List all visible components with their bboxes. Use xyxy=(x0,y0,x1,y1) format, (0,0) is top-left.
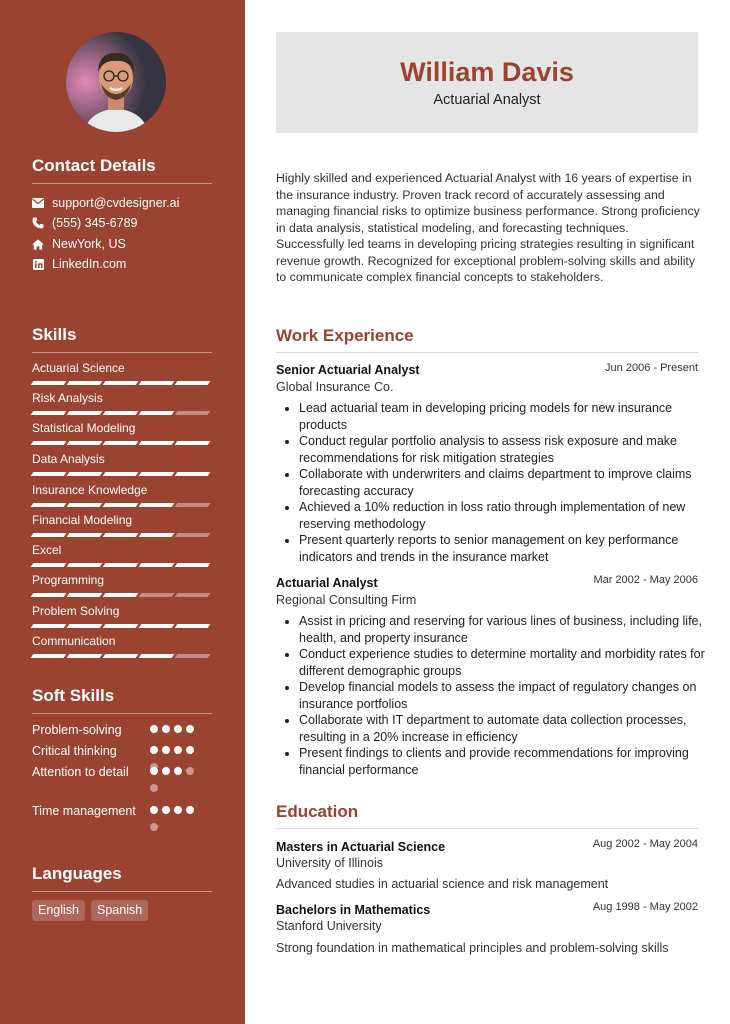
rating-dot xyxy=(150,725,158,733)
edu-2-degree: Bachelors in Mathematics xyxy=(276,903,431,917)
work-experience-heading: Work Experience xyxy=(276,326,698,353)
contact-heading: Contact Details xyxy=(32,156,212,184)
rating-dot xyxy=(162,746,170,754)
skill-item xyxy=(32,420,212,445)
linkedin-icon xyxy=(32,258,44,270)
list-item: • Conduct experience studies to determine mortality and morbidity rates for different demographic groups xyxy=(299,646,719,679)
contact-linkedin[interactable] xyxy=(32,255,126,273)
skill-level-bar xyxy=(32,654,212,658)
skill-level-segment xyxy=(103,472,139,476)
edu-1-dates: Aug 2002 - May 2004 xyxy=(592,838,698,850)
skill-name: Problem Solving xyxy=(32,604,120,618)
skill-level-segment xyxy=(67,441,103,445)
skill-level-segment xyxy=(67,533,103,537)
rating-dot xyxy=(186,746,194,754)
skill-name: Actuarial Science xyxy=(32,361,125,375)
languages-heading: Languages xyxy=(32,864,212,892)
skills-heading: Skills xyxy=(32,325,212,353)
skill-item xyxy=(32,633,212,658)
skill-name: Programming xyxy=(32,573,105,587)
rating-dot xyxy=(174,725,182,733)
skill-level-bar xyxy=(32,411,212,415)
contact-location-text: NewYork, US xyxy=(52,237,126,251)
rating-dot xyxy=(150,784,158,792)
skill-item xyxy=(32,482,212,507)
skill-level-segment xyxy=(103,411,139,415)
job-title-header: Actuarial Analyst xyxy=(433,92,541,108)
rating-dot xyxy=(150,823,158,831)
skill-level-segment xyxy=(31,624,67,628)
skill-level-segment xyxy=(175,503,211,507)
skill-item xyxy=(32,512,212,537)
skill-item xyxy=(32,451,212,476)
rating-dot xyxy=(150,806,158,814)
list-item: • Present findings to clients and provide recommendations for improving financial performance xyxy=(299,745,719,778)
edu-1-school: University of Illinois xyxy=(276,856,383,870)
list-item: • Lead actuarial team in developing pricing models for new insurance products xyxy=(299,400,719,433)
skill-level-segment xyxy=(139,654,175,658)
skill-level-segment xyxy=(67,654,103,658)
skill-level-segment xyxy=(175,654,211,658)
skill-level-segment xyxy=(175,533,211,537)
soft-skill-label: Time management xyxy=(32,804,136,818)
rating-dot xyxy=(162,725,170,733)
skill-level-segment xyxy=(103,381,139,385)
skill-level-bar xyxy=(32,624,212,628)
list-item: • Develop financial models to assess the impact of regulatory changes on insurance portfolios xyxy=(299,679,719,712)
contact-location xyxy=(32,235,126,253)
skill-level-segment xyxy=(31,593,67,597)
skill-level-bar xyxy=(32,533,212,537)
skill-item xyxy=(32,360,212,385)
profile-summary: Highly skilled and experienced Actuarial Analyst with 16 years of expertise in the insurance industry. Proven track record of accurately assessing and managing financial risks to optimize business performance. Strong proficiency in data analysis, statistical modeling, and forecasting techniques. Successfully led teams in developing pricing strategies resulting in significant revenue growth. Recognized for exceptional problem-solving skills and ability to communicate complex financial concepts to stakeholders. xyxy=(276,171,700,284)
skill-level-segment xyxy=(175,563,211,567)
job-1-bullets xyxy=(281,400,719,565)
skill-level-segment xyxy=(139,411,175,415)
skill-level-bar xyxy=(32,503,212,507)
skill-level-bar xyxy=(32,593,212,597)
soft-skill-label: Attention to detail xyxy=(32,765,129,779)
rating-dot xyxy=(186,725,194,733)
job-2-dates: Mar 2002 - May 2006 xyxy=(593,574,698,586)
skill-item xyxy=(32,390,212,415)
skill-level-segment xyxy=(31,533,67,537)
skill-item xyxy=(32,542,212,567)
rating-dot xyxy=(150,767,158,775)
skill-name: Financial Modeling xyxy=(32,513,133,527)
soft-skill-item xyxy=(32,764,212,781)
skill-level-segment xyxy=(139,593,175,597)
skill-level-segment xyxy=(139,381,175,385)
rating-dot xyxy=(186,767,194,775)
rating-dot xyxy=(162,767,170,775)
skill-level-segment xyxy=(31,441,67,445)
list-item: • Conduct regular portfolio analysis to assess risk exposure and make recommendations for risk mitigation strategies xyxy=(299,433,719,466)
contact-phone-text: (555) 345-6789 xyxy=(52,216,138,230)
edu-1-degree: Masters in Actuarial Science xyxy=(276,840,446,854)
skill-level-segment xyxy=(175,593,211,597)
skill-level-segment xyxy=(31,381,67,385)
job-1-title: Senior Actuarial Analyst xyxy=(276,363,420,377)
soft-skill-label: Critical thinking xyxy=(32,744,117,758)
skill-level-segment xyxy=(103,503,139,507)
list-item: • Collaborate with IT department to automate data collection processes, resulting in a 20% increase in efficiency xyxy=(299,712,719,745)
phone-icon xyxy=(32,217,44,229)
job-1-company: Global Insurance Co. xyxy=(276,380,394,394)
skill-level-bar xyxy=(32,441,212,445)
skill-level-segment xyxy=(175,441,211,445)
avatar xyxy=(66,32,166,132)
skill-level-segment xyxy=(139,563,175,567)
skill-name: Statistical Modeling xyxy=(32,421,136,435)
skill-level-segment xyxy=(67,381,103,385)
skill-item xyxy=(32,572,212,597)
name-header xyxy=(276,32,698,133)
list-item: • Present quarterly reports to senior management on key performance indicators and trends in the insurance market xyxy=(299,532,719,565)
skill-level-segment xyxy=(139,533,175,537)
skill-level-segment xyxy=(31,503,67,507)
skill-level-bar xyxy=(32,563,212,567)
skill-level-segment xyxy=(103,563,139,567)
rating-dot xyxy=(174,806,182,814)
contact-phone[interactable] xyxy=(32,214,137,232)
skill-level-bar xyxy=(32,381,212,385)
skill-name: Excel xyxy=(32,543,62,557)
skill-level-segment xyxy=(103,593,139,597)
skill-name: Data Analysis xyxy=(32,452,105,466)
language-tag-spanish: Spanish xyxy=(91,900,148,921)
skill-level-segment xyxy=(31,563,67,567)
skill-level-segment xyxy=(139,624,175,628)
job-2-company: Regional Consulting Firm xyxy=(276,593,417,607)
job-2-bullets xyxy=(281,613,719,778)
skill-level-segment xyxy=(139,503,175,507)
job-2-title: Actuarial Analyst xyxy=(276,576,378,590)
education-heading: Education xyxy=(276,802,698,829)
list-item: • Achieved a 10% reduction in loss ratio through implementation of new reserving methodology xyxy=(299,499,719,532)
soft-skill-label: Problem-solving xyxy=(32,723,122,737)
skill-level-segment xyxy=(175,472,211,476)
envelope-icon xyxy=(32,197,44,209)
edu-2-description: Strong foundation in mathematical principles and problem-solving skills xyxy=(276,941,669,955)
skill-level-segment xyxy=(139,472,175,476)
skill-level-segment xyxy=(67,593,103,597)
list-item: • Collaborate with underwriters and claims department to improve claims forecasting accuracy xyxy=(299,466,719,499)
home-icon xyxy=(32,238,44,250)
skill-level-segment xyxy=(103,441,139,445)
skill-level-segment xyxy=(175,381,211,385)
edu-1-description: Advanced studies in actuarial science and risk management xyxy=(276,877,609,891)
skill-level-bar xyxy=(32,472,212,476)
skill-level-segment xyxy=(103,624,139,628)
edu-2-school: Stanford University xyxy=(276,919,382,933)
skill-level-segment xyxy=(103,533,139,537)
rating-dot xyxy=(174,767,182,775)
rating-dot xyxy=(186,806,194,814)
rating-dot xyxy=(150,746,158,754)
contact-email-text: support@cvdesigner.ai xyxy=(52,196,180,210)
skill-name: Communication xyxy=(32,634,116,648)
skill-level-segment xyxy=(67,624,103,628)
soft-skill-item xyxy=(32,722,212,739)
skill-level-segment xyxy=(175,411,211,415)
rating-dot xyxy=(174,746,182,754)
edu-2-dates: Aug 1998 - May 2002 xyxy=(592,901,698,913)
skill-level-segment xyxy=(67,472,103,476)
language-tag-english: English xyxy=(32,900,85,921)
skill-level-segment xyxy=(103,654,139,658)
skill-name: Risk Analysis xyxy=(32,391,103,405)
full-name: William Davis xyxy=(400,57,574,87)
contact-email[interactable] xyxy=(32,194,179,212)
skill-level-segment xyxy=(175,624,211,628)
soft-skills-heading: Soft Skills xyxy=(32,686,212,714)
sidebar xyxy=(0,0,245,1024)
job-1-dates: Jun 2006 - Present xyxy=(605,362,698,374)
skill-item xyxy=(32,603,212,628)
skill-level-segment xyxy=(31,472,67,476)
skill-name: Insurance Knowledge xyxy=(32,483,148,497)
skill-level-segment xyxy=(67,563,103,567)
skill-level-segment xyxy=(31,411,67,415)
skill-level-segment xyxy=(67,503,103,507)
soft-skill-item xyxy=(32,743,212,760)
skill-level-segment xyxy=(31,654,67,658)
skill-level-segment xyxy=(139,441,175,445)
contact-linkedin-text: LinkedIn.com xyxy=(52,257,127,271)
rating-dot xyxy=(162,806,170,814)
soft-skill-item xyxy=(32,803,212,820)
skill-level-segment xyxy=(67,411,103,415)
list-item: • Assist in pricing and reserving for various lines of business, including life, health, and property insurance xyxy=(299,613,719,646)
